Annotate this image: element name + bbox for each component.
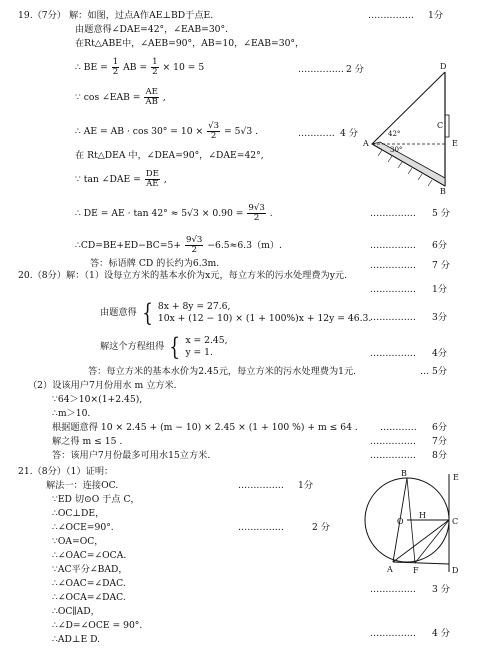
brace-left: { xyxy=(169,332,181,361)
q20-heading: 20.（8分）解：（1）设每立方米的基本水价为x元，每立方米的污水处理费为y元. xyxy=(18,270,347,281)
frac-num: DE xyxy=(145,169,159,179)
fig1-label-d: D xyxy=(440,62,447,71)
fig2-label-c: C xyxy=(452,517,459,526)
q20-system-1 xyxy=(100,298,371,328)
q20-dots-8: …………… xyxy=(370,450,416,461)
q19-line-4 xyxy=(75,58,204,77)
q19-dots-7: …………… xyxy=(370,260,416,271)
q19-cd-text-b: −6.5≈6.3（m）. xyxy=(207,240,282,251)
q20-answer-2: 答：该用户7月份最多可用水15立方米. xyxy=(52,450,211,461)
q19-answer: 答：标语牌 CD 的长约为6.3m. xyxy=(90,258,220,269)
q20-part-2-b: ∴m＞10. xyxy=(52,408,91,419)
frac-num: 1 xyxy=(112,57,119,67)
q19-line-10 xyxy=(75,236,282,255)
q21-line-2: ∵ED 切⊙O 于点 C， xyxy=(52,494,140,505)
q21-line-10: ∴OC∥AD， xyxy=(52,606,100,617)
q20-part-2: （2）设该用户7月份用水 m 立方米. xyxy=(28,380,177,391)
q19-score-2: 2 分 xyxy=(346,64,364,75)
frac-den: 2 xyxy=(152,67,158,77)
q19-be-text-a: ∴ BE = xyxy=(75,62,108,73)
q20-score-5: 5分 xyxy=(432,366,448,377)
q19-dots-1: …………… xyxy=(368,10,414,21)
q19-de-text: ∴ DE = AE · tan 42° ≈ 5√3 × 0.90 = xyxy=(75,208,244,219)
fraction-de-ae xyxy=(145,170,160,189)
fraction-9root3-2b xyxy=(185,236,203,255)
q21-line-5: ∵OA=OC， xyxy=(52,536,104,547)
q20-dots-1: …………… xyxy=(370,284,416,295)
frac-num: 9√3 xyxy=(248,203,265,213)
fig1-angle-42: 42° xyxy=(388,130,401,138)
q20-answer-1: 答：每立方米的基本水价为2.45元，每立方米的污水处理费为1元. xyxy=(88,366,357,377)
fraction-root3-2 xyxy=(207,122,220,141)
q19-dots-2: …………… xyxy=(298,64,344,75)
q19-tan-text: ∵ tan ∠DAE = xyxy=(75,174,141,185)
q20-sol-x: x = 2.45, xyxy=(185,334,228,346)
q19-score-5: 5 分 xyxy=(432,208,450,219)
q19-line-6 xyxy=(75,122,258,141)
q20-given-label: 由题意得 xyxy=(100,307,137,318)
fig2-label-a: A xyxy=(387,565,393,574)
q20-solution xyxy=(185,335,227,359)
q21-line-3: ∴OC⊥DE， xyxy=(52,508,105,519)
fig2-label-d: D xyxy=(452,566,459,575)
q19-heading: 19.（7分） 解：如图，过点A作AE⊥BD于点E. xyxy=(18,10,214,21)
q19-line-2: 由题意得∠DAE=42°，∠EAB=30°. xyxy=(75,24,229,35)
frac-num: AE xyxy=(145,87,158,97)
q19-dots-5: …………… xyxy=(370,208,416,219)
q20-equations xyxy=(158,301,371,325)
q20-score-8: 8分 xyxy=(432,450,448,461)
q19-line-8: ∵ tan ∠DAE = $\frac{DE}{AE}$ , xyxy=(75,169,167,189)
q20-part-2-d: 解之得 m ≤ 15 . xyxy=(52,436,123,447)
fig1-label-a: A xyxy=(363,139,369,148)
q21-dots-3: …………… xyxy=(370,584,416,595)
q20-dots-7: …………… xyxy=(370,436,416,447)
q20-eq-2: 10x + (12 − 10) × (1 + 100%)x + 12y = 46.3. xyxy=(157,312,372,324)
q21-line-12: ∴AD⊥E D. xyxy=(52,634,101,645)
q20-score-6: 6分 xyxy=(432,422,448,433)
q20-dots-4: …………… xyxy=(370,348,416,359)
q19-cd-text: ∴CD=BE+ED−BC=5+ xyxy=(75,240,182,251)
q21-figure xyxy=(355,470,470,580)
q20-eq-1: 8x + 8y = 27.6, xyxy=(157,300,231,312)
q21-line-1: 解法一：连接OC. xyxy=(46,480,119,491)
fig2-label-e: E xyxy=(453,473,459,482)
frac-num: √3 xyxy=(208,121,220,131)
fraction-9root3-2 xyxy=(247,204,265,223)
brace-left: { xyxy=(141,298,153,327)
q21-dots-4: …………… xyxy=(370,628,416,639)
q19-score-1: 1分 xyxy=(428,10,444,21)
frac-den: AB xyxy=(145,97,158,107)
q21-line-6: ∴∠OAC=∠OCA. xyxy=(52,550,127,561)
q19-score-4: 4 分 xyxy=(340,128,358,139)
q20-part-2-c: 根据题意得 10 × 2.45 + (m − 10) × 2.45 × (1 + 100 %) + m ≤ 64 . xyxy=(52,422,358,433)
q20-score-4: 4分 xyxy=(432,348,448,359)
q20-score-3: 3分 xyxy=(432,312,448,323)
q21-score-2: 2 分 xyxy=(312,522,330,533)
q19-be-text-c: × 10 = 5 xyxy=(162,62,205,73)
q19-figure xyxy=(360,60,470,195)
frac-den: 2 xyxy=(191,245,197,255)
q19-score-7: 7 分 xyxy=(432,260,450,271)
frac-num: 9√3 xyxy=(185,235,203,245)
q20-score-1: 1分 xyxy=(432,284,448,295)
fig1-angle-30: 30° xyxy=(390,146,403,154)
q19-be-text-b: AB = xyxy=(123,62,148,73)
q21-line-8: ∴∠OAC=∠DAC. xyxy=(52,578,126,589)
q21-line-9: ∴∠OCA=∠DAC. xyxy=(52,592,126,603)
q19-dots-6: …………… xyxy=(370,240,416,251)
fraction-ae-ab xyxy=(144,88,159,107)
q19-line-3: 在Rt△ABE中，∠AEB=90°，AB=10，∠EAB=30°， xyxy=(75,38,305,49)
q21-line-11: ∴∠D=∠OCE = 90°. xyxy=(52,620,143,631)
fig2-label-f: F xyxy=(413,566,419,575)
fig1-label-e: E xyxy=(452,139,458,148)
fig1-label-b: B xyxy=(440,187,446,195)
fraction-half xyxy=(112,58,119,77)
q21-score-3: 3 分 xyxy=(432,584,450,595)
q20-dots-3: …………… xyxy=(370,312,416,323)
q19-cos-text: ∵ cos ∠EAB = xyxy=(75,92,141,103)
frac-den: 2 xyxy=(253,213,260,223)
fig2-label-h: H xyxy=(419,511,426,520)
frac-den: 2 xyxy=(112,67,119,77)
frac-num: 1 xyxy=(152,57,158,67)
q21-dots-1: …………… xyxy=(238,480,284,491)
q20-part-2-a: ∵64＞10×(1+2.45), xyxy=(52,394,143,405)
fig2-label-b: B xyxy=(401,470,407,478)
fig2-label-o: O xyxy=(397,517,404,526)
q19-ae-text-b: = 5√3 . xyxy=(224,126,259,137)
q20-score-7: 7分 xyxy=(432,436,448,447)
fraction-half-2 xyxy=(151,58,158,77)
fig1-label-c: C xyxy=(437,121,444,130)
q19-line-7: 在 Rt△DEA 中，∠DEA=90°，∠DAE=42°, xyxy=(75,150,264,161)
q19-line-9: ∴ DE = AE · tan 42° ≈ 5√3 × 0.90 = $\frac{9√3}{2}$ . xyxy=(75,203,273,223)
q20-dots-5: … xyxy=(420,366,430,377)
q21-line-7: ∵AC平分∠BAD， xyxy=(52,564,128,575)
q21-line-4: ∴∠OCE=90°. xyxy=(52,522,114,533)
q21-score-1: 1分 xyxy=(298,480,314,491)
q21-heading: 21.（8分）（1）证明： xyxy=(18,466,114,477)
q20-dots-6: ………… xyxy=(380,422,417,433)
q19-ae-text: ∴ AE = AB · cos 30° = 10 × xyxy=(75,126,204,137)
q19-score-6: 6分 xyxy=(432,240,448,251)
q19-dots-4: ………… xyxy=(298,128,335,139)
q21-dots-2: …………… xyxy=(238,522,284,533)
frac-den: AE xyxy=(146,179,159,189)
q21-score-4: 4 分 xyxy=(432,628,450,639)
q20-sol-y: y = 1. xyxy=(185,346,213,358)
q19-line-5: ∵ cos ∠EAB = $\frac{AE}{AB}$ , xyxy=(75,87,166,107)
frac-den: 2 xyxy=(210,131,217,141)
q20-system-2 xyxy=(100,332,228,362)
q20-solve-label: 解这个方程组得 xyxy=(100,341,165,352)
